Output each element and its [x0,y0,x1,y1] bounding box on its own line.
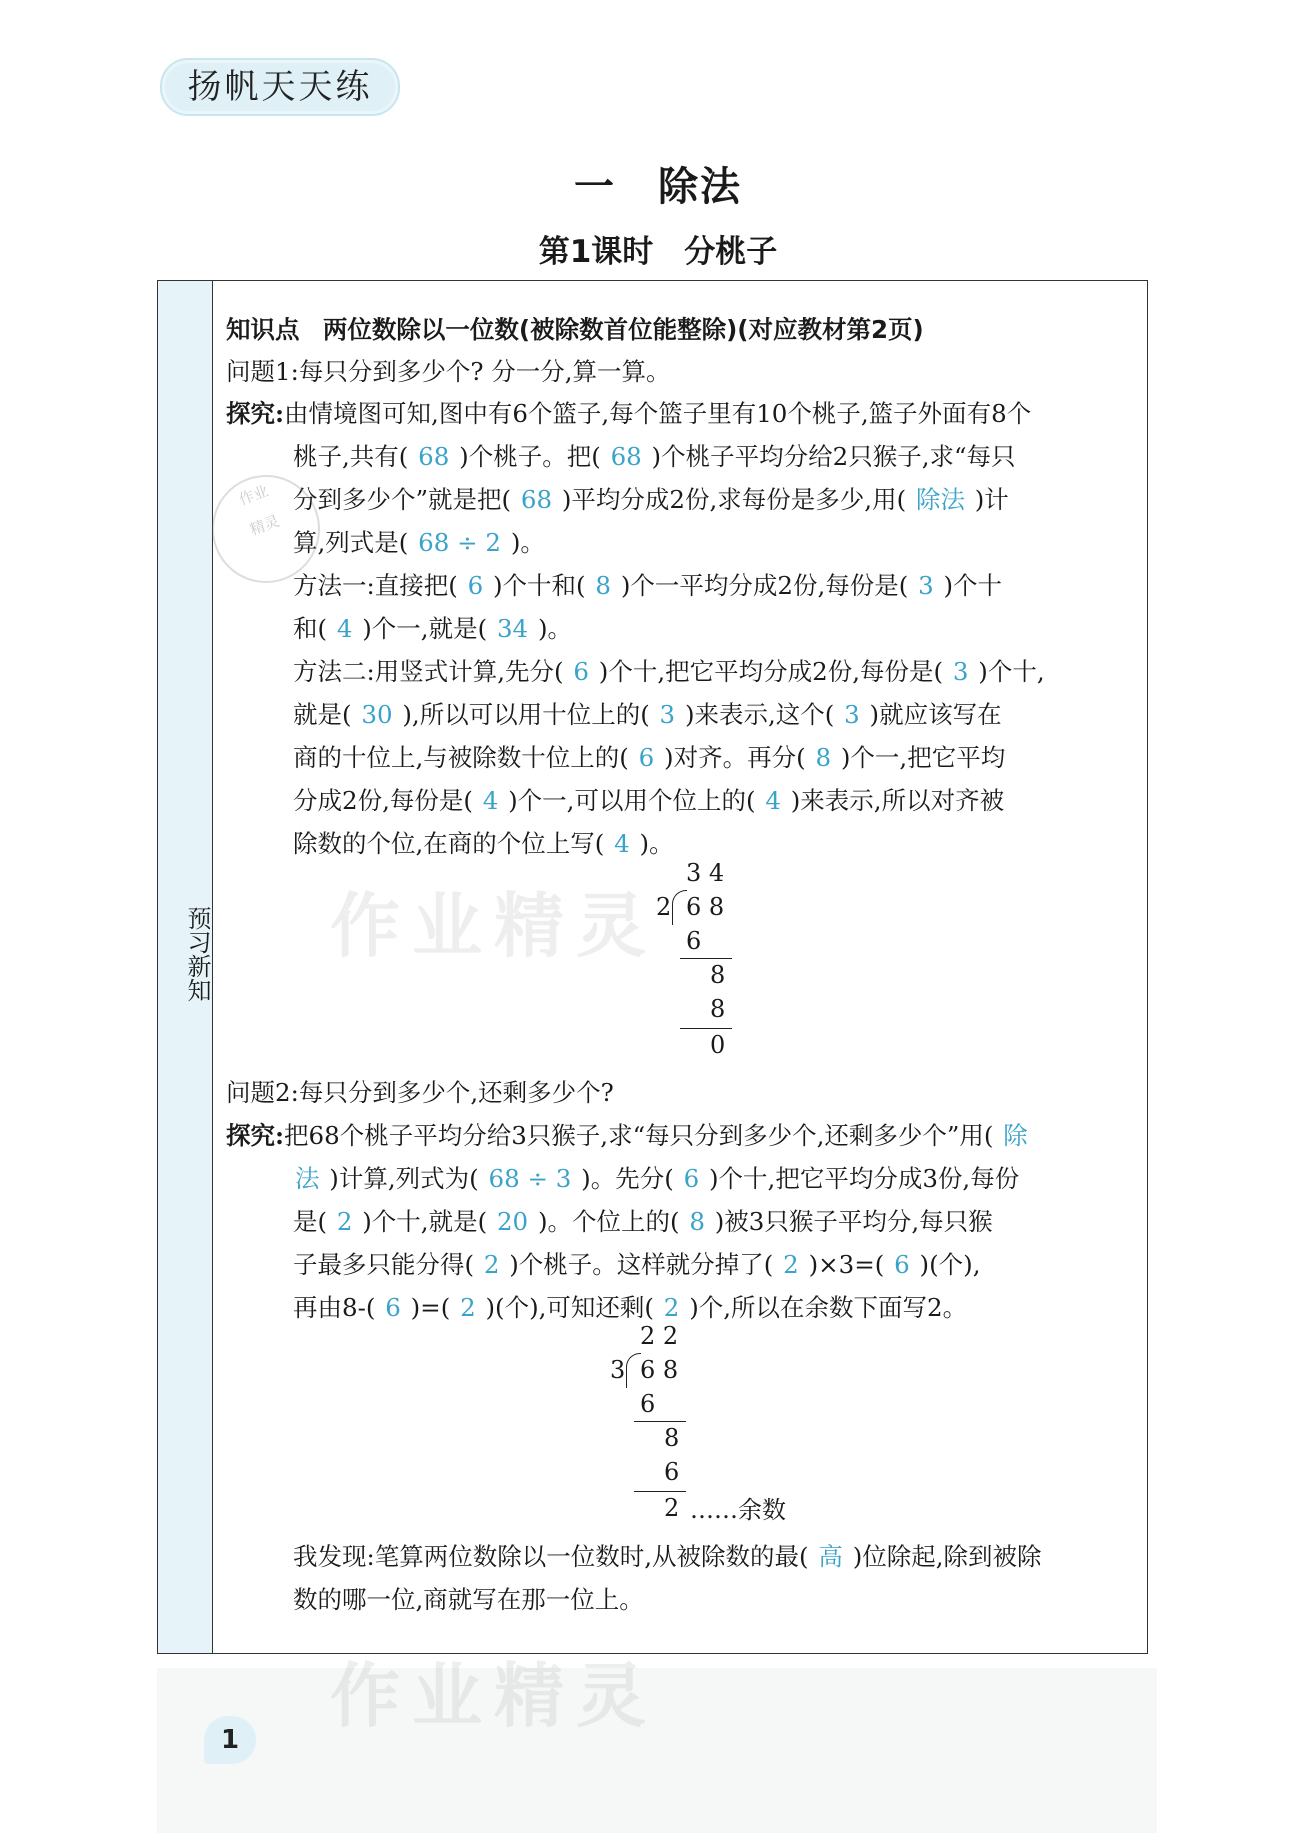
division-bracket [626,1353,641,1388]
q2-question: 问题2:每只分到多少个,还剩多少个? [226,1078,614,1107]
step: 6 [664,1458,680,1486]
q1-explore [226,395,1031,430]
q2-line3: 是( 2 )个十,就是( 20 )。个位上的( 8 )被3只猴子平均分,每只猴 [293,1207,993,1236]
answer: 68 ÷ 2 [418,528,502,557]
long-division-2 [610,1319,830,1524]
page-number: 1 [204,1716,256,1764]
sidebar-label: 预习新知 [183,906,211,1002]
explore-text: 由情境图可知,图中有6个篮子,每个篮子里有10个桃子,篮子外面有8个 [284,399,1032,428]
method2-line3: 商的十位上,与被除数十位上的( 6 )对齐。再分( 8 )个一,把它平均 [293,743,1006,772]
step: 6 [686,927,702,955]
divisor: 2 [656,893,672,921]
step: 6 [640,1390,656,1418]
method2-line4: 分成2份,每份是( 4 )个一,可以用个位上的( 4 )来表示,所以对齐被 [293,786,1005,815]
answer: 68 [520,485,553,514]
remainder-label: ……余数 [690,1496,786,1524]
method2-line1: 方法二:用竖式计算,先分( 6 )个十,把它平均分成2份,每份是( 3 )个十, [293,657,1045,686]
answer: 68 [610,442,642,471]
remainder: 2 [664,1494,680,1522]
knowledge-point [226,311,924,346]
q2-line4: 子最多只能分得( 2 )个桃子。这样就分掉了( 2 )×3=( 6 )(个), [293,1250,981,1279]
method2-line2: 就是( 30 ),所以可以用十位上的( 3 )来表示,这个( 3 )就应该写在 [293,700,1002,729]
knowledge-label: 知识点 [226,315,300,344]
q2-line5: 再由8-( 6 )=( 2 )(个),可知还剩( 2 )个,所以在余数下面写2。 [293,1293,968,1322]
explore-label: 探究: [226,399,285,428]
answer: 除法 [915,485,965,514]
answer: 68 [418,442,450,471]
dividend: 6 8 [640,1356,679,1384]
long-division-1 [656,856,776,1059]
divisor: 3 [610,1356,626,1384]
step: 8 [664,1424,680,1452]
quotient: 3 4 [686,859,725,887]
q2-line2: 法 )计算,列式为( 68 ÷ 3 )。先分( 6 )个十,把它平均分成3份,每份 [295,1164,1020,1193]
q1-line3: 分到多少个”就是把( 68 )平均分成2份,求每份是多少,用( 除法 )计 [293,485,1009,514]
stamp-watermark: 作业 精灵 [197,460,335,598]
discovery-line1: 我发现:笔算两位数除以一位数时,从被除数的最( 高 )位除起,除到被除 [293,1542,1042,1571]
watermark: 作业精灵 [330,884,658,967]
sidebar [158,281,213,1653]
watermark: 作业精灵 [330,1654,658,1737]
dividend: 6 8 [686,893,725,921]
q1-question: 问题1:每只分到多少个? 分一分,算一算。 [226,357,671,386]
chapter-title: 一 除法 [574,164,742,210]
quotient: 2 2 [640,1322,679,1350]
knowledge-text: 两位数除以一位数(被除数首位能整除)(对应教材第2页) [322,315,924,344]
q2-line1: 探究:把68个桃子平均分给3只猴子,求“每只分到多少个,还剩多少个”用( 除 [226,1121,1028,1150]
brand-badge: 扬帆天天练 [160,58,400,116]
step: 8 [710,961,726,989]
method2-line5: 除数的个位,在商的个位上写( 4 )。 [293,829,674,858]
q1-line2: 桃子,共有( 68 )个桃子。把( 68 )个桃子平均分给2只猴子,求“每只 [293,442,1016,471]
remainder: 0 [710,1031,726,1059]
lesson-title: 第1课时 分桃子 [538,234,778,270]
discovery-line2: 数的哪一位,商就写在那一位上。 [293,1585,644,1614]
method1-line1: 方法一:直接把( 6 )个十和( 8 )个一平均分成2份,每份是( 3 )个十 [293,571,1003,600]
division-bracket [672,890,687,925]
step: 8 [710,995,726,1023]
method1-line2: 和( 4 )个一,就是( 34 )。 [293,614,572,643]
q1-line4: 算,列式是( 68 ÷ 2 )。 [293,528,545,557]
